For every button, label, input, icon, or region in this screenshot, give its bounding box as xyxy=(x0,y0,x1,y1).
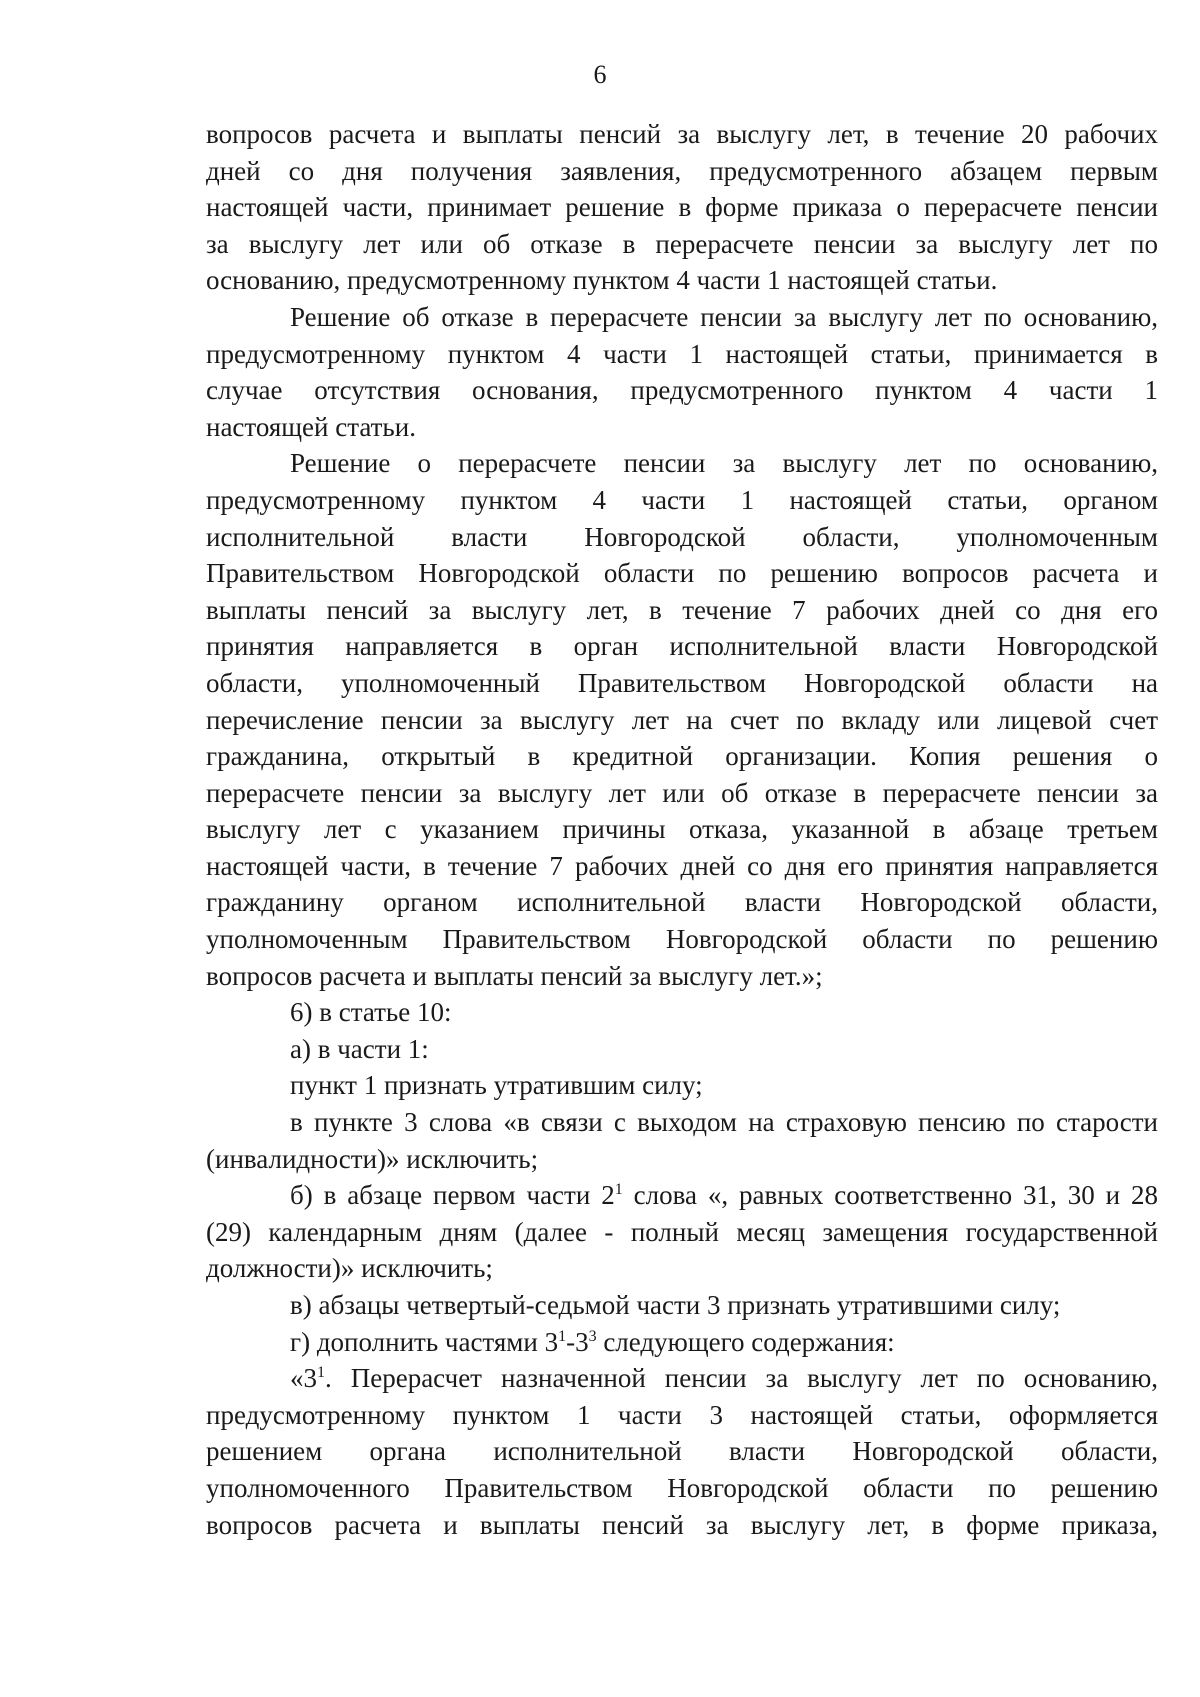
text-line: (29) календарным дням (далее - полный месяц замещения государственной xyxy=(206,1216,1158,1247)
text-line: гражданина, открытый в кредитной организации. Копия решения о xyxy=(206,741,1158,772)
text-line: настоящей статьи. xyxy=(206,411,416,442)
superscript: 1 xyxy=(558,1327,567,1345)
text-line xyxy=(206,1324,1158,1361)
paragraph xyxy=(206,1067,1158,1104)
text-line xyxy=(206,1177,1158,1214)
paragraph xyxy=(206,994,1158,1031)
text-line: основанию, предусмотренному пунктом 4 части 1 настоящей статьи. xyxy=(206,265,998,296)
paragraph xyxy=(206,299,1158,445)
text-fragment: б) в абзаце первом части 2 xyxy=(290,1180,615,1211)
text-line: настоящей части, в течение 7 рабочих дней со дня его принятия направляется xyxy=(206,850,1158,881)
paragraph xyxy=(206,1287,1158,1324)
paragraph xyxy=(206,1104,1158,1177)
text-line: Решение об отказе в перерасчете пенсии за выслугу лет по основанию, xyxy=(290,301,1158,332)
text-line: должности)» исключить; xyxy=(206,1253,493,1284)
text-line: уполномоченного Правительством Новгородской области по решению xyxy=(206,1472,1158,1503)
text-line: случае отсутствия основания, предусмотренного пунктом 4 части 1 xyxy=(206,375,1158,406)
text-line: 6) в статье 10: xyxy=(290,997,452,1028)
text-line: Правительством Новгородской области по решению вопросов расчета и xyxy=(206,558,1158,589)
text-line: а) в части 1: xyxy=(290,1033,429,1064)
text-line: дней со дня получения заявления, предусмотренного абзацем первым xyxy=(206,155,1158,186)
text-fragment: г) дополнить частями 3 xyxy=(290,1326,559,1357)
text-line: за выслугу лет или об отказе в перерасчете пенсии за выслугу лет по xyxy=(206,228,1158,259)
text-line: предусмотренному пунктом 1 части 3 настоящей статьи, оформляется xyxy=(206,1399,1158,1430)
text-line: вопросов расчета и выплаты пенсий за выслугу лет, в течение 20 рабочих xyxy=(206,119,1158,149)
text-fragment: слова «, равных соответственно 31, 30 и 28 xyxy=(622,1180,1158,1211)
superscript: 1 xyxy=(317,1364,325,1382)
text-line: в пункте 3 слова «в связи с выходом на страховую пенсию по старости xyxy=(290,1107,1158,1138)
paragraph xyxy=(206,116,1158,299)
document-body xyxy=(206,116,1158,1543)
text-line: предусмотренному пунктом 4 части 1 настоящей статьи, органом xyxy=(206,484,1158,515)
text-line: уполномоченным Правительством Новгородской области по решению xyxy=(206,924,1158,955)
paragraph xyxy=(206,1324,1158,1361)
text-line: Решение о перерасчете пенсии за выслугу лет по основанию, xyxy=(290,448,1158,479)
text-line: перечисление пенсии за выслугу лет на счет по вкладу или лицевой счет xyxy=(206,704,1158,735)
text-line: выслугу лет с указанием причины отказа, указанной в абзаце третьем xyxy=(206,814,1158,845)
text-fragment: «3 xyxy=(290,1363,317,1394)
superscript: 1 xyxy=(614,1181,623,1199)
text-fragment: . Перерасчет назначенной пенсии за выслугу лет по основанию, xyxy=(325,1363,1158,1394)
text-line: предусмотренному пунктом 4 части 1 настоящей статьи, принимается в xyxy=(206,338,1158,369)
superscript: 3 xyxy=(588,1327,597,1345)
text-line: перерасчете пенсии за выслугу лет или об отказе в перерасчете пенсии за xyxy=(206,777,1158,808)
page-number: 6 xyxy=(593,60,607,89)
text-line: гражданину органом исполнительной власти Новгородской области, xyxy=(206,887,1158,918)
text-line: в) абзацы четвертый-седьмой части 3 признать утратившими силу; xyxy=(290,1290,1061,1320)
text-line: вопросов расчета и выплаты пенсий за выслугу лет.»; xyxy=(206,960,823,991)
text-line: (инвалидности)» исключить; xyxy=(206,1143,539,1174)
text-fragment: следующего содержания: xyxy=(596,1326,895,1357)
text-line: исполнительной власти Новгородской области, уполномоченным xyxy=(206,521,1158,552)
text-line: настоящей части, принимает решение в форме приказа о перерасчете пенсии xyxy=(206,192,1158,223)
text-line: выплаты пенсий за выслугу лет, в течение 7 рабочих дней со дня его xyxy=(206,594,1158,625)
text-fragment: -3 xyxy=(566,1326,589,1357)
text-line: вопросов расчета и выплаты пенсий за выслугу лет, в форме приказа, xyxy=(206,1509,1158,1540)
text-line: области, уполномоченный Правительством Новгородской области на xyxy=(206,667,1158,698)
paragraph xyxy=(206,1177,1158,1287)
text-line: решением органа исполнительной власти Новгородской области, xyxy=(206,1436,1158,1467)
text-line: пункт 1 признать утратившим силу; xyxy=(290,1070,703,1101)
paragraph xyxy=(206,1031,1158,1068)
paragraph xyxy=(206,1360,1158,1543)
text-line xyxy=(206,1360,1158,1397)
paragraph xyxy=(206,445,1158,994)
text-line: принятия направляется в орган исполнительной власти Новгородской xyxy=(206,631,1158,662)
